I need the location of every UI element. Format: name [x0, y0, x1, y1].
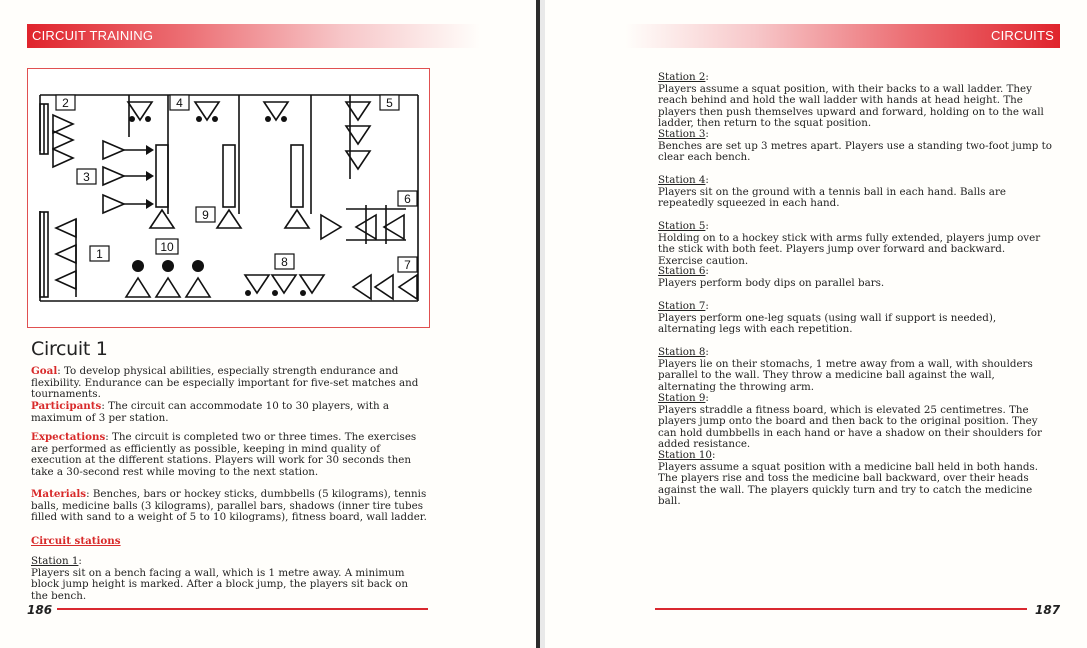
diagram-number-9: 9 — [202, 208, 209, 222]
left-header-title: CIRCUIT TRAINING — [32, 28, 154, 43]
right-page — [545, 0, 1087, 648]
circuit-stations-heading[interactable]: Circuit stations — [31, 535, 121, 547]
station-2-label: Station 2 — [658, 71, 706, 83]
station-1: Station 1: Players sit on a bench facing a wall, which is 1 metre away. A minimum block jump height is marked. After a block jump, the players sit back on the bench. — [31, 556, 428, 602]
station-9-label: Station 9 — [658, 392, 706, 404]
station-9-text: Players straddle a fitness board, which is elevated 25 centimetres. The players jump onto the board and then back to the original position. They can hold dumbbells in each hand or have a shadow on their shoulders for added resistance. — [658, 403, 1042, 451]
station-10-text: Players assume a squat position with a medicine ball held in both hands. The players rise and toss the medicine ball backward, over their heads against the wall. The players quickly turn and try to catch the medicine ball. — [658, 460, 1039, 508]
diagram-number-4: 4 — [176, 96, 183, 110]
station-10: Station 10: Players assume a squat position with a medicine ball held in both hands. The players rise and toss the medicine ball backward, over their heads against the wall. The players quickly turn and try to catch the medicine ball. — [658, 450, 1053, 508]
diagram-number-8: 8 — [281, 255, 288, 269]
station-4-text: Players sit on the ground with a tennis ball in each hand. Balls are repeatedly squeezed in each hand. — [658, 185, 1006, 210]
station-1-label: Station 1 — [31, 555, 79, 567]
diagram-number-1: 1 — [96, 247, 103, 261]
circuit-diagram-drawing — [28, 69, 429, 327]
diagram-number-5: 5 — [386, 96, 393, 110]
station-5-label: Station 5 — [658, 220, 706, 232]
station-2-text: Players assume a squat position, with their backs to a wall ladder. They reach behind and hold the wall ladder with hands at head height. The players then push themselves upward and forward, holding on to the wall ladder, then return to the squat position. — [658, 82, 1044, 130]
station-7-label: Station 7 — [658, 300, 706, 312]
participants-paragraph — [31, 401, 428, 424]
station-6: Station 6: Players perform body dips on parallel bars. — [658, 266, 1053, 289]
goal-label: Goal — [31, 365, 58, 377]
station-3-label: Station 3 — [658, 128, 706, 140]
station-5: Station 5: Holding on to a hockey stick with arms fully extended, players jump over the stick with both feet. Players jump over forward and backward. Exercise caution. — [658, 221, 1053, 267]
station-3-text: Benches are set up 3 metres apart. Players use a standing two-foot jump to clear each bench. — [658, 139, 1052, 164]
diagram-number-10: 10 — [160, 240, 174, 254]
diagram-number-6: 6 — [404, 192, 411, 206]
station-6-text: Players perform body dips on parallel bars. — [658, 276, 885, 289]
circuit-diagram — [27, 68, 430, 328]
diagram-number-7: 7 — [404, 258, 411, 272]
expectations-paragraph — [31, 432, 428, 478]
station-7: Station 7: Players perform one-leg squats (using wall if support is needed), alternating legs with each repetition. — [658, 301, 1053, 336]
station-5-text: Holding on to a hockey stick with arms fully extended, players jump over the stick with both feet. Players jump over forward and backward. Exercise caution. — [658, 231, 1041, 267]
station-1-text: Players sit on a bench facing a wall, which is 1 metre away. A minimum block jump height is marked. After a block jump, the players sit back on the bench. — [31, 566, 408, 602]
diagram-number-3: 3 — [83, 170, 90, 184]
station-4: Station 4: Players sit on the ground with a tennis ball in each hand. Balls are repeatedly squeezed in each hand. — [658, 175, 1053, 210]
left-page — [0, 0, 536, 648]
station-8: Station 8: Players lie on their stomachs, 1 metre away from a wall, with shoulders parallel to the wall. They throw a medicine ball against the wall, alternating the throwing arm. — [658, 347, 1053, 393]
left-header-band — [27, 24, 480, 48]
goal-paragraph — [31, 366, 428, 401]
participants-text: : The circuit can accommodate 10 to 30 players, with a maximum of 3 per station. — [31, 400, 390, 424]
circuit-title: Circuit 1 — [31, 338, 108, 360]
station-2: Station 2: Players assume a squat position, with their backs to a wall ladder. They reach behind and hold the wall ladder with hands at head height. The players then push themselves upward and forward, holding on to the wall ladder, then return to the squat position. — [658, 72, 1053, 130]
participants-label: Participants — [31, 400, 102, 412]
right-page-number: 187 — [1035, 603, 1061, 617]
expectations-label: Expectations — [31, 431, 106, 443]
goal-text: : To develop physical abilities, especially strength endurance and flexibility. Endurance can be especially important for five-set matches and tournaments. — [31, 365, 419, 401]
expectations-text: : The circuit is completed two or three times. The exercises are performed as efficiently as possible, keeping in mind quality of execution at the different stations. Players will work for 30 seconds then take a 30-second rest while moving to the next station. — [31, 431, 417, 478]
right-header-band — [625, 24, 1060, 48]
right-footer-rule — [655, 608, 1027, 610]
materials-paragraph — [31, 489, 428, 524]
materials-label: Materials — [31, 488, 87, 500]
materials-text: : Benches, bars or hockey sticks, dumbbells (5 kilograms), tennis balls, medicine balls (3 kilograms), parallel bars, shadows (inner tire tubes filled with sand to a weight of 5 to 10 kilograms), fitness board, wall ladder. — [31, 488, 427, 524]
station-8-label: Station 8 — [658, 346, 706, 358]
left-footer-rule — [57, 608, 428, 610]
left-page-number: 186 — [27, 603, 53, 617]
station-3: Station 3: Benches are set up 3 metres apart. Players use a standing two-foot jump to clear each bench. — [658, 128, 1052, 164]
station-4-label: Station 4 — [658, 174, 706, 186]
station-10-label: Station 10 — [658, 449, 712, 461]
station-7-text: Players perform one-leg squats (using wall if support is needed), alternating legs with each repetition. — [658, 311, 997, 336]
station-8-text: Players lie on their stomachs, 1 metre away from a wall, with shoulders parallel to the wall. They throw a medicine ball against the wall, alternating the throwing arm. — [658, 357, 1033, 393]
right-header-title: CIRCUITS — [991, 28, 1054, 43]
station-6-label: Station 6 — [658, 265, 706, 277]
diagram-number-2: 2 — [62, 96, 69, 110]
station-9: Station 9: Players straddle a fitness board, which is elevated 25 centimetres. The players jump onto the board and then back to the original position. They can hold dumbbells in each hand or have a shadow on their shoulders for added resistance. — [658, 393, 1053, 451]
